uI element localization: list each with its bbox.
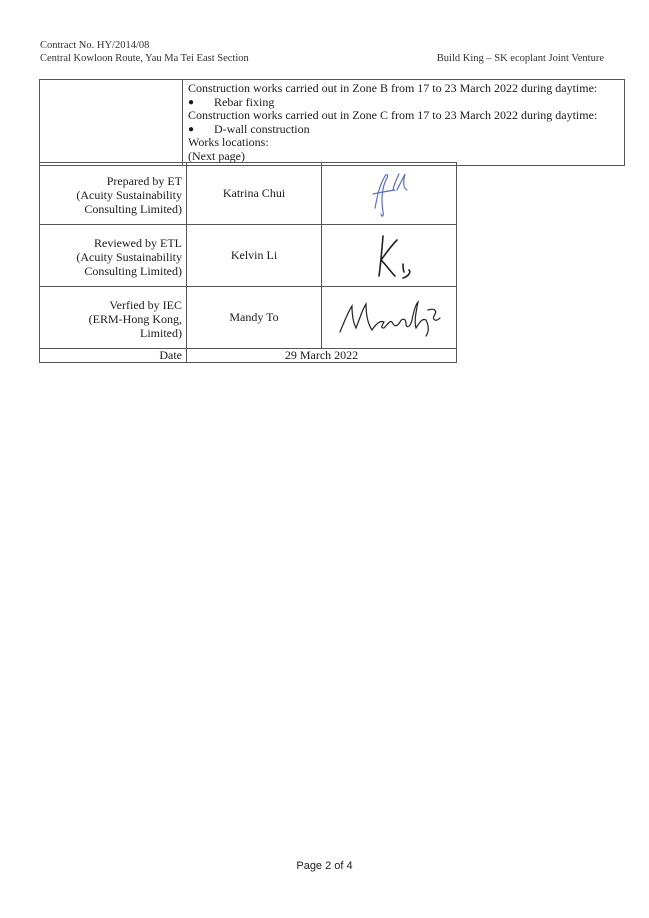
next-page-note: (Next page) [188,148,245,163]
project-name: Central Kowloon Route, Yau Ma Tei East Section [40,53,249,64]
contract-number: Contract No. HY/2014/08 [40,40,150,51]
reviewed-signature [359,230,419,282]
reviewed-name: Kelvin Li [187,225,322,287]
reviewed-signature-cell [322,225,457,287]
verified-role [40,287,187,349]
prepared-row [40,163,457,225]
prepared-name: Katrina Chui [187,163,322,225]
bullet-dot-icon: ● [188,96,195,108]
page-number: Page 2 of 4 [296,860,353,872]
zone-c-item: D-wall construction [214,121,310,136]
bullet-dot-icon: ● [188,123,195,135]
works-locations-label: Works locations: [188,135,269,150]
reviewed-role [40,225,187,287]
verified-signature-cell [322,287,457,349]
verified-role-org2: Limited) [140,326,182,340]
prepared-role-org: (Acuity Sustainability [76,188,182,202]
verified-signature [334,296,444,340]
page-header [40,39,604,65]
verified-row [40,287,457,349]
zone-b-line: Construction works carried out in Zone B from 17 to 23 March 2022 during daytime: [188,81,598,95]
prepared-role [40,163,187,225]
prepared-signature-cell [322,163,457,225]
reviewed-role-org: (Acuity Sustainability [76,250,182,264]
verified-role-org: (ERM-Hong Kong, [88,312,182,326]
prepared-role-title: Prepared by ET [106,174,182,188]
reviewed-role-title: Reviewed by ETL [94,236,182,250]
works-description-cell [183,80,625,166]
zone-c-bullet [188,123,620,137]
date-row [40,349,457,363]
reviewed-row [40,225,457,287]
date-value: 29 March 2022 [187,349,457,363]
prepared-role-org2: Consulting Limited) [84,202,182,216]
reviewed-role-org2: Consulting Limited) [84,264,182,278]
zone-b-bullet [188,96,620,110]
prepared-signature [359,168,419,220]
zone-b-item: Rebar fixing [214,94,275,109]
verified-role-title: Verfied by IEC [109,298,182,312]
signoff-table [39,162,457,363]
zone-c-line: Construction works carried out in Zone C from 17 to 23 March 2022 during daytime: [188,108,598,123]
contractor-name: Build King – SK ecoplant Joint Venture [436,53,604,64]
verified-name: Mandy To [187,287,322,349]
works-row [40,80,625,166]
works-table [39,79,625,166]
header-row [40,52,604,65]
date-label: Date [40,349,187,363]
works-empty-cell [40,80,183,166]
